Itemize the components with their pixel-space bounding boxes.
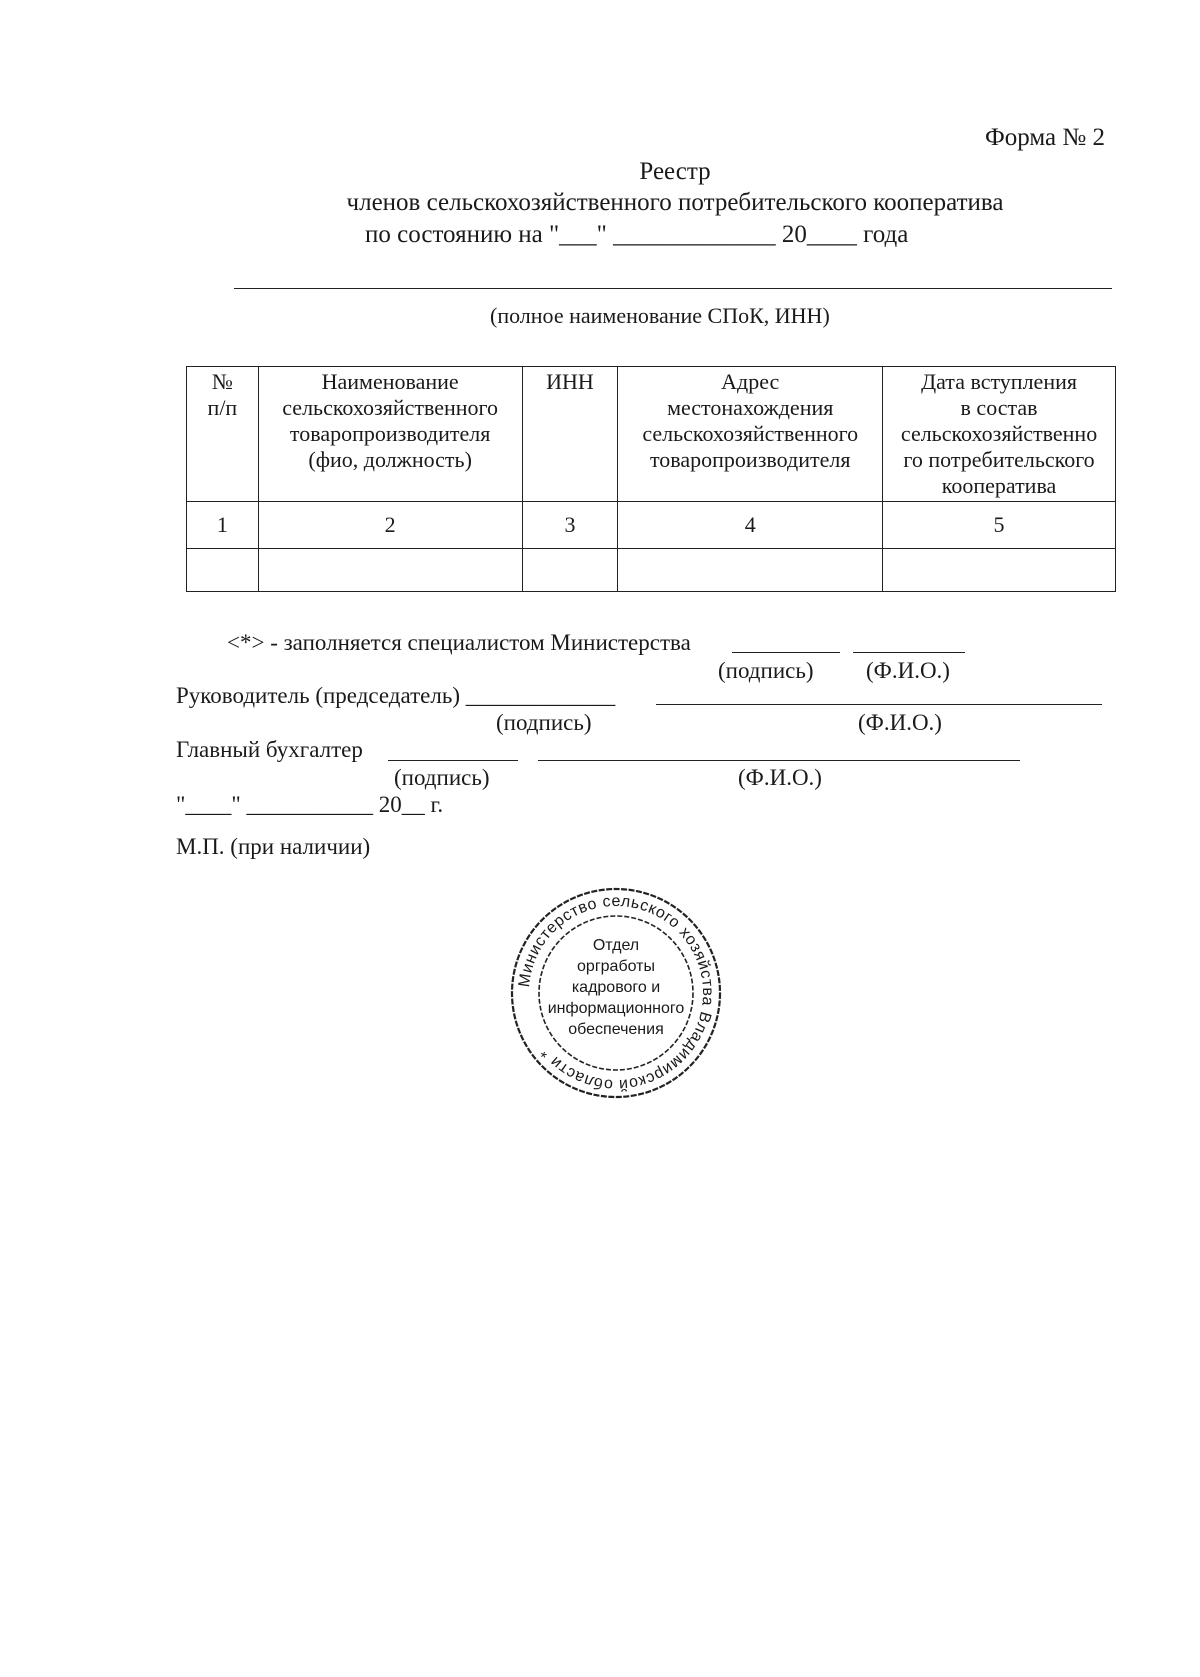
stamp-center-line: кадрового и (571, 979, 661, 996)
members-registry-table (186, 366, 1116, 592)
stamp-center-line: Отдел (592, 937, 640, 954)
column-number: 5 (883, 502, 1116, 549)
accountant-label: Главный бухгалтер (176, 737, 363, 762)
table-empty-row (187, 549, 1116, 592)
header-cell-inn (522, 367, 618, 502)
accountant-name-caption: (Ф.И.О.) (738, 765, 822, 790)
header-line: Дата вступления (921, 369, 1077, 394)
signature-date-line: "____" ___________ 20__ г. (176, 792, 444, 817)
ministry-signature-line (732, 652, 840, 653)
header-line: сельскохозяйственного (642, 421, 859, 446)
org-name-underline (234, 288, 1112, 289)
ministry-specialist-note: <*> - заполняется специалистом Министерства (227, 630, 691, 655)
official-stamp (508, 885, 724, 1101)
column-number: 2 (258, 502, 522, 549)
table-cell[interactable] (522, 549, 618, 592)
ministry-name-caption: (Ф.И.О.) (866, 658, 950, 683)
document-title: Реестр (639, 158, 711, 185)
header-cell-producer-name (258, 367, 522, 502)
stamp-place-label: М.П. (при наличии) (176, 834, 371, 859)
header-line: № (211, 369, 233, 394)
header-line: (фио, должность) (308, 447, 472, 472)
column-number: 1 (187, 502, 259, 549)
accountant-name-line (538, 760, 1020, 761)
head-name-caption: (Ф.И.О.) (858, 710, 942, 735)
stamp-center-line: оргработы (577, 958, 655, 975)
header-line: сельскохозяйственного (282, 395, 499, 420)
stamp-center-line: информационного (547, 1000, 685, 1017)
header-cell-join-date (883, 367, 1116, 502)
accountant-signature-line (388, 760, 518, 761)
head-signature-label: Руководитель (председатель) _____________ (176, 683, 616, 708)
header-line: Адрес (721, 369, 780, 394)
header-line: в состав (960, 395, 1038, 420)
stamp-ring-text-path: Министерство сельского хозяйства Владимирской области * (516, 892, 717, 1094)
header-cell-number (187, 367, 259, 502)
header-line: ИНН (546, 369, 594, 394)
table-cell[interactable] (618, 549, 883, 592)
head-signature-caption: (подпись) (496, 710, 592, 735)
header-cell-address (618, 367, 883, 502)
header-line: местонахождения (667, 395, 834, 420)
document-subtitle: членов сельскохозяйственного потребительского кооператива (346, 189, 1004, 216)
ministry-name-line (853, 652, 965, 653)
as-of-date-line: по состоянию на "___" _____________ 20____ года (365, 221, 909, 248)
header-line: сельскохозяйственно (900, 421, 1098, 446)
header-line: товаропроизводителя (289, 421, 491, 446)
ministry-signature-caption: (подпись) (718, 658, 814, 683)
form-number: Форма № 2 (985, 124, 1105, 151)
accountant-signature-caption: (подпись) (394, 765, 490, 790)
table-cell[interactable] (883, 549, 1116, 592)
table-cell[interactable] (187, 549, 259, 592)
table-header-row (187, 367, 1116, 502)
stamp-center-line: обеспечения (568, 1021, 664, 1038)
header-line: п/п (207, 395, 238, 420)
header-line: кооператива (941, 473, 1057, 498)
column-number: 4 (618, 502, 883, 549)
header-line: го потребительского (903, 447, 1095, 472)
column-number: 3 (522, 502, 618, 549)
header-line: Наименование (321, 369, 459, 394)
table-column-number-row (187, 502, 1116, 549)
org-name-caption: (полное наименование СПоК, ИНН) (490, 303, 830, 328)
header-line: товаропроизводителя (649, 447, 851, 472)
head-name-line (656, 704, 1102, 705)
table-cell[interactable] (258, 549, 522, 592)
